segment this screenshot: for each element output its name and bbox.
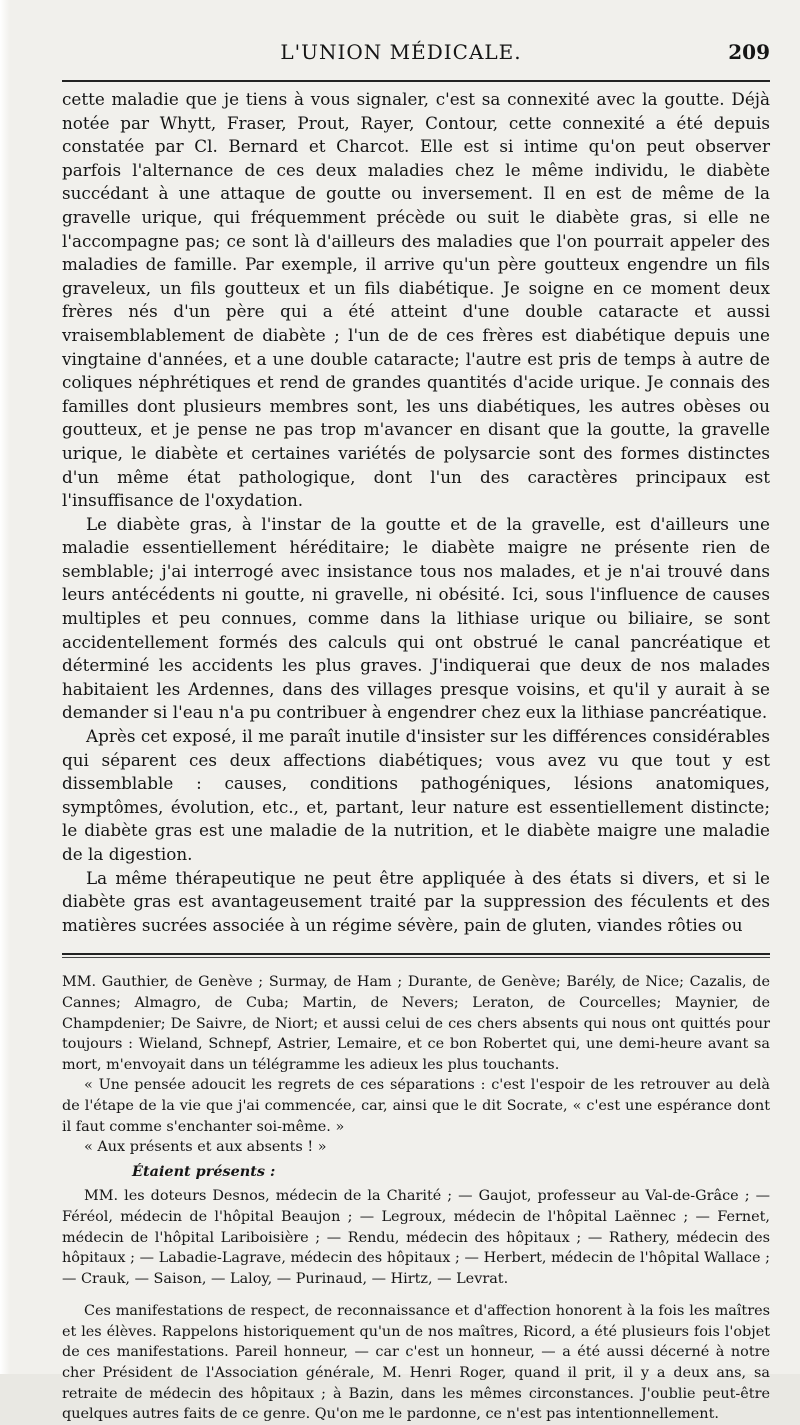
body-paragraph: Après cet exposé, il me paraît inutile d'insister sur les différences considérables qui séparent ces deux affections diabétiques; vous avez vu que tout y est dissemblable : causes, conditions pathogéniques, lésions anatomiques, symptômes, évolution, etc., et, partant, leur nature est essentiellement distincte; le diabète gras est une maladie de la nutrition, et le diabète maigre une maladie de la digestion. [62, 726, 770, 864]
page-edge [0, 0, 10, 1374]
body-paragraph: cette maladie que je tiens à vous signaler, c'est sa connexité avec la goutte. Déjà notée par Whytt, Fraser, Prout, Rayer, Contour, cette connexité a été depuis constatée par Cl. Bernard et Charcot. Elle est si intime qu'on peut observer parfois l'alternance de ces deux maladies chez le même individu, le diabète succédant à une attaque de goutte ou inversement. Il en est de même de la gravelle urique, qui fréquemment précède ou suit le diabète gras, si elle ne l'accompagne pas; ce sont là d'ailleurs des maladies que l'on pourrait appeler des maladies de famille. Par exemple, il arrive qu'un père goutteux engendre un fils graveleux, un fils goutteux et un fils diabétique. Je soigne en ce moment deux frères nés d'un père qui a été atteint d'une double cataracte et aussi vraisemblablement de diabète ; l'un de de ces frères est diabétique depuis une vingtaine d'années, et a une double cataracte; l'autre est pris de temps à autre de coliques néphrétiques et rend de grandes quantités d'acide urique. Je connais des familles dont plusieurs membres sont, les uns diabétiques, les autres obèses ou goutteux, et je pense ne pas trop m'avancer en disant que la goutte, la gravelle urique, le diabète et certaines variétés de polysarcie sont des formes distinctes d'un même état pathologique, dont l'un des caractères principaux est l'insuffisance de l'oxydation. [62, 89, 770, 511]
footnote-rule-thin [62, 957, 770, 958]
note-paragraph: MM. les doteurs Desnos, médecin de la Charité ; — Gaujot, professeur au Val-de-Grâce ; — Féréol, médecin de l'hôpital Beaujon ; — Legroux, médecin de l'hôpital Laënnec ; — Fernet, médecin de l'hôpital Lariboisière ; — Rendu, médecin des hôpitaux ; — Rathery, médecin des hôpitaux ; — Labadie-Lagrave, médecin des hôpitaux ; — Herbert, médecin de l'hôpital Wallace ; — Crauk, — Saison, — Laloy, — Purinaud, — Hirtz, — Levrat. [62, 1188, 770, 1287]
note-paragraph: MM. Gauthier, de Genève ; Surmay, de Ham ; Durante, de Genève; Barély, de Nice; Cazalis, de Cannes; Almagro, de Cuba; Martin, de Nevers; Leraton, de Courcelles; Maynier, de Champdenier; De Saivre, de Niort; et aussi celui de ces chers absents qui nous ont quittés pour toujours : Wieland, Schnepf, Astrier, Lemaire, et ce bon Robertet qui, une demi-heure avant sa mort, m'envoyait dans un télégramme les adieux les plus touchants. [62, 974, 770, 1073]
running-title: L'UNION MÉDICALE. [280, 40, 522, 64]
note-paragraph: « Une pensée adoucit les regrets de ces séparations : c'est l'espoir de les retrouver au delà de l'étape de la vie que j'ai commencée, car, ainsi que le dit Socrate, « c'est une espérance dont il faut comme s'enchanter soi-même. » [62, 1077, 770, 1135]
footnote-rule [62, 953, 770, 955]
present-heading: Étaient présents : [132, 1162, 276, 1180]
body-paragraph: La même thérapeutique ne peut être appliquée à des états si divers, et si le diabète gras est avantageusement traité par la suppression des féculents et des matières sucrées associée à un régime sévère, pain de gluten, viandes rôties ou [62, 867, 770, 935]
header-rule [62, 80, 770, 82]
footnote-section [62, 972, 770, 1424]
page-header [62, 40, 770, 70]
body-paragraph: Le diabète gras, à l'instar de la goutte et de la gravelle, est d'ailleurs une maladie essentiellement héréditaire; le diabète maigre ne présente rien de semblable; j'ai interrogé avec insistance tous nos malades, et je n'ai trouvé dans leurs antécédents ni goutte, ni gravelle, ni obésité. Ici, sous l'influence de causes multiples et peu connues, comme dans la lithiase urique ou biliaire, se sont accidentellement formés des calculs qui ont obstrué le canal pancréatique et déterminé les accidents les plus graves. J'indiquerai que deux de nos malades habitaient les Ardennes, dans des villages presque voisins, et qu'il y aurait à se demander si l'eau n'a pu contribuer à engendrer chez eux la lithiase pancréatique. [62, 513, 770, 723]
note-paragraph: « Aux présents et aux absents ! » [84, 1139, 327, 1156]
page-number: 209 [728, 40, 770, 64]
main-text [62, 88, 770, 937]
note-paragraph: Ces manifestations de respect, de reconnaissance et d'affection honorent à la fois les maîtres et les élèves. Rappelons historiquement qu'un de nos maîtres, Ricord, a été plusieurs fois l'objet de ces manifestations. Pareil honneur, — car c'est un honneur, — a été aussi décerné à notre cher Président de l'Association générale, M. Henri Roger, quand il prit, il y a deux ans, sa retraite de médecin des hôpitaux ; à Bazin, dans les mêmes circonstances. J'oublie peut-être quelques autres faits de ce genre. Qu'on me le pardonne, ce n'est pas intentionnellement. [62, 1303, 770, 1423]
